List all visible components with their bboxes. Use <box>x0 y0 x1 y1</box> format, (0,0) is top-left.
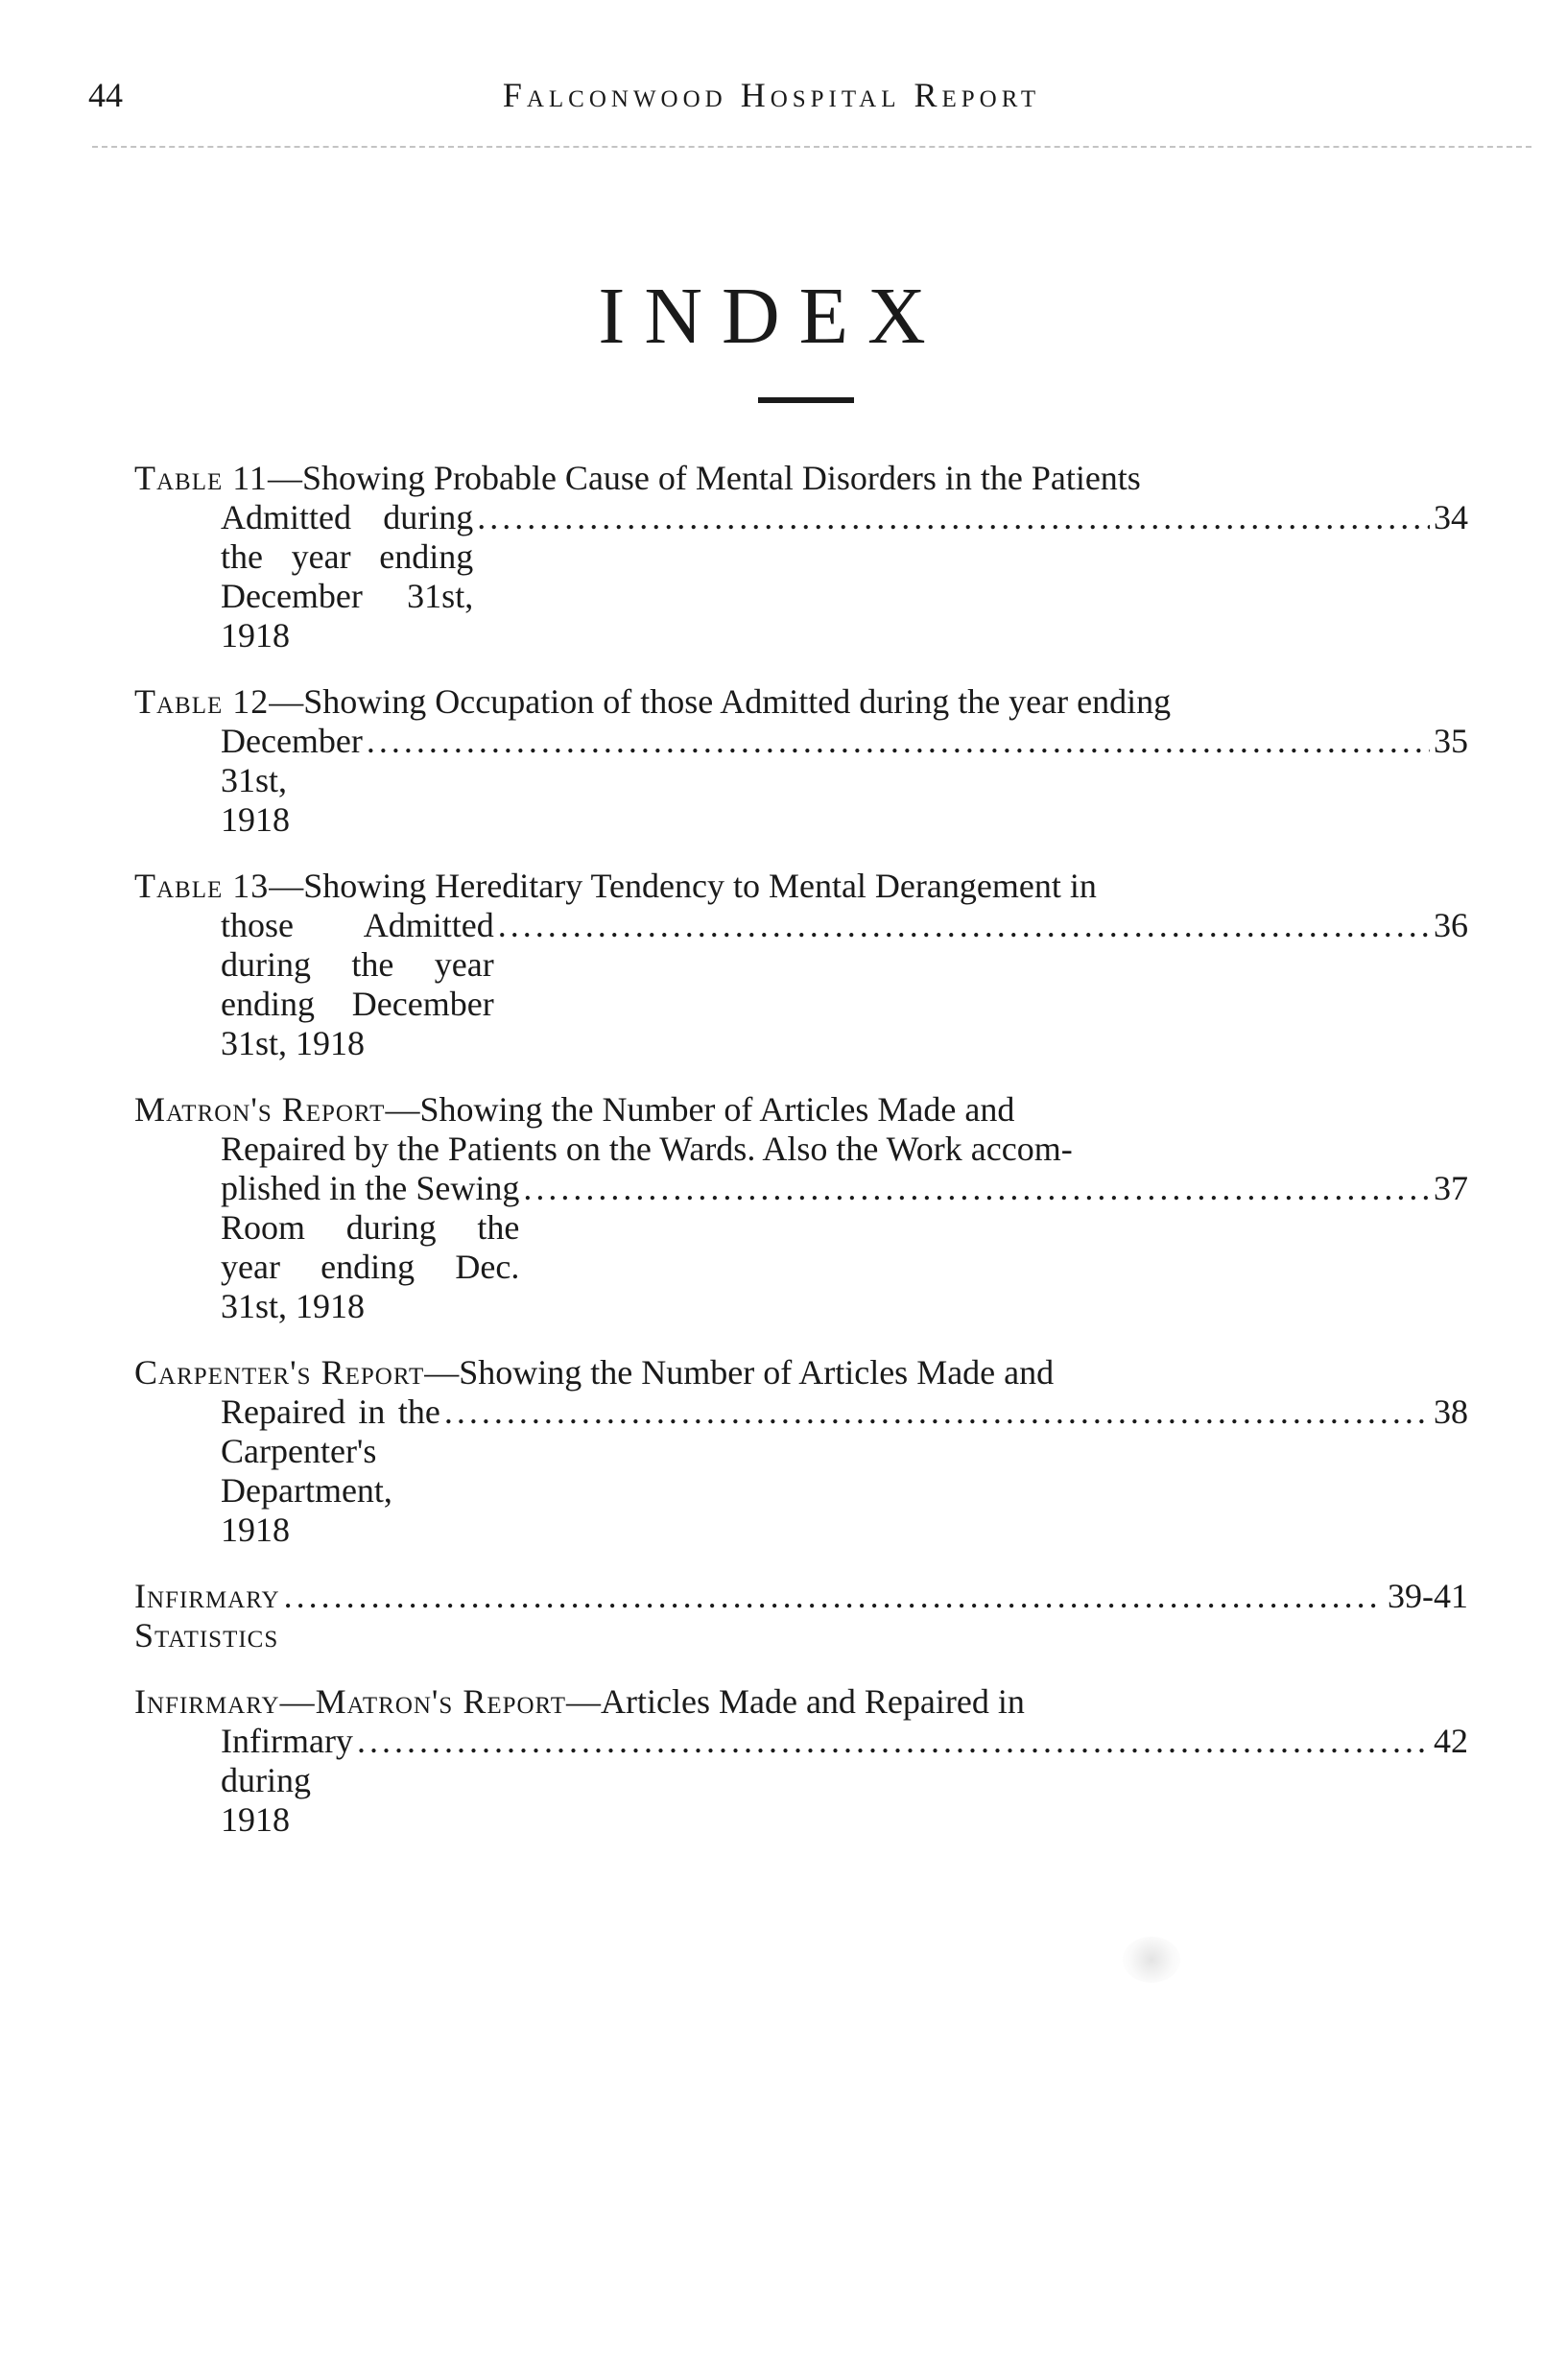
entry-heading: Matron's Report <box>134 1090 386 1129</box>
entry-description: —Showing the Number of Articles Made and <box>424 1353 1055 1392</box>
entry-description: plished in the Sewing Room during the year ending Dec. 31st, 1918 <box>221 1169 520 1325</box>
entry-description: Infirmary during 1918 <box>221 1722 353 1839</box>
dot-leader <box>498 906 1430 945</box>
index-entry-carpenters-report <box>134 1353 1468 1550</box>
entry-description: —Showing Probable Cause of Mental Disorders in the Patients <box>267 459 1141 497</box>
header-rule <box>92 146 1531 148</box>
entry-page-ref[interactable]: 38 <box>1434 1392 1468 1431</box>
entry-description: Repaired in the Carpenter's Department, 1918 <box>221 1392 440 1549</box>
entry-description: —Showing Hereditary Tendency to Mental Derangement in <box>269 867 1097 905</box>
dot-leader <box>477 498 1430 537</box>
dot-leader <box>284 1577 1384 1616</box>
entry-description: December 31st, 1918 <box>221 722 363 839</box>
entry-description: those Admitted during the year ending December 31st, 1918 <box>221 906 494 1062</box>
index-entry-matrons-report <box>134 1090 1468 1326</box>
entry-heading: Carpenter's Report <box>134 1353 425 1392</box>
entry-page-ref[interactable]: 35 <box>1434 722 1468 760</box>
dot-leader <box>367 722 1430 761</box>
entry-heading: Table 11 <box>134 459 268 497</box>
entry-description: Admitted during the year ending December 31st, 1918 <box>221 498 474 654</box>
entry-page-ref[interactable]: 37 <box>1434 1169 1468 1207</box>
entry-page-ref[interactable]: 39-41 <box>1388 1577 1468 1615</box>
index-entries <box>134 459 1468 1867</box>
index-entry-table-12 <box>134 682 1468 840</box>
running-head: Falconwood Hospital Report <box>502 76 1041 114</box>
index-entry-infirmary-matrons-report <box>134 1682 1468 1840</box>
index-entry-table-13 <box>134 867 1468 1063</box>
title-rule <box>758 397 854 403</box>
entry-description: —Articles Made and Repaired in <box>566 1682 1025 1721</box>
entry-page-ref[interactable]: 34 <box>1434 498 1468 536</box>
entry-heading: Table 12 <box>134 682 270 721</box>
dot-leader <box>523 1169 1430 1208</box>
page-title: INDEX <box>598 272 945 361</box>
entry-page-ref[interactable]: 36 <box>1434 906 1468 944</box>
entry-heading: Table 13 <box>134 867 270 905</box>
index-entry-table-11 <box>134 459 1468 655</box>
page-number: 44 <box>88 76 123 114</box>
entry-heading: Infirmary Statistics <box>134 1577 280 1654</box>
paper-smudge <box>1123 1937 1180 1983</box>
dot-leader <box>444 1392 1430 1432</box>
entry-description: —Showing Occupation of those Admitted during the year ending <box>269 682 1172 721</box>
index-entry-infirmary-statistics <box>134 1577 1468 1655</box>
entry-heading: Infirmary—Matron's Report <box>134 1682 567 1721</box>
entry-page-ref[interactable]: 42 <box>1434 1722 1468 1760</box>
dot-leader <box>357 1722 1430 1761</box>
entry-description: —Showing the Number of Articles Made and <box>385 1090 1015 1129</box>
entry-description: Repaired by the Patients on the Wards. Also the Work accom- <box>221 1130 1073 1168</box>
